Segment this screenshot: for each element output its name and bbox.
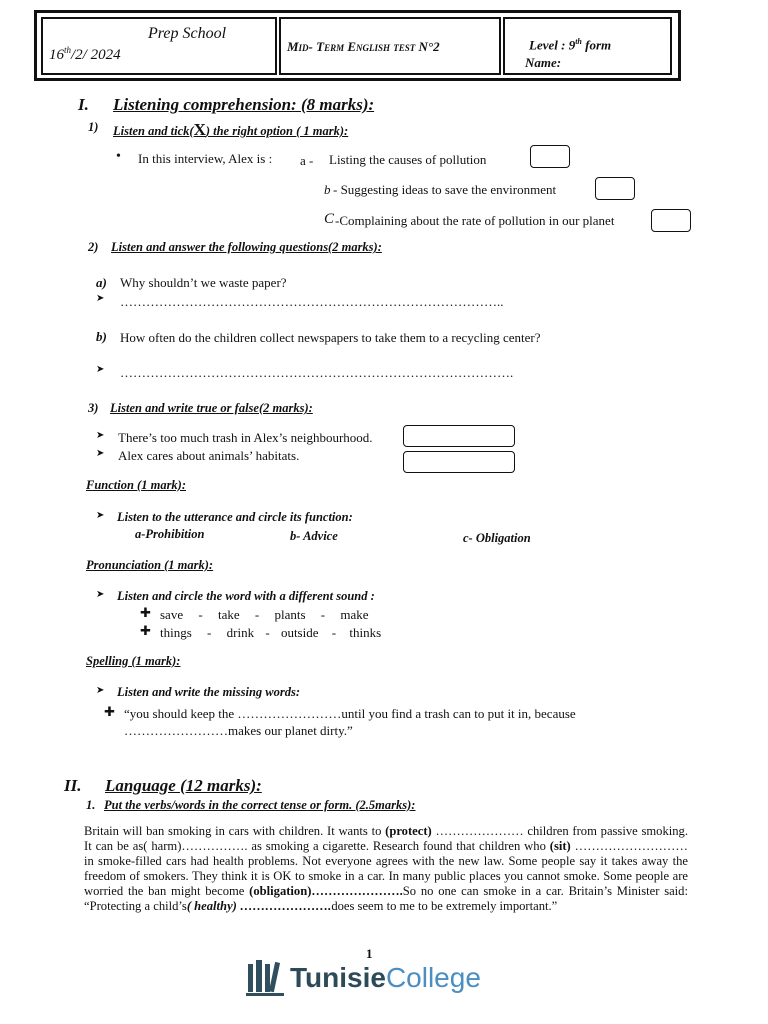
s2-q1-number: 1. [86,798,96,812]
q3-statement-2: Alex cares about animals’ habitats. [118,448,300,463]
arrow-icon: ➤ [96,510,105,521]
q1-stem: In this interview, Alex is : [138,151,273,166]
option-b-letter: b [324,182,331,197]
arrow-icon: ➤ [96,685,105,696]
q3-answer-box-2[interactable] [403,451,515,473]
page-number: 1 [366,946,373,961]
q1-title: Listen and tick(X) the right option ( 1 mark): [113,120,349,139]
pronunciation-title: Pronunciation (1 mark): [86,558,214,572]
header-table [34,10,681,81]
spelling-line-2[interactable]: ……………………makes our planet dirty.” [124,723,353,738]
option-c-checkbox[interactable] [651,209,691,232]
arrow-icon: ➤ [96,448,105,459]
school-name: Prep School [148,25,227,42]
word-take[interactable]: take [217,607,240,622]
arrow-icon: ➤ [96,589,105,600]
q2a-question: Why shouldn’t we waste paper? [120,275,287,290]
level-label: Level : 9th form [529,37,612,53]
function-option-b[interactable]: b- Advice [290,529,338,543]
section-1-number: I. [78,95,89,114]
header-level-cell [503,17,672,75]
q2-number: 2) [88,240,99,254]
arrow-icon: ➤ [96,364,105,375]
arrow-icon: ➤ [96,430,105,441]
logo-text-light: College [385,962,481,993]
option-c-letter: C [324,211,335,227]
option-b-checkbox[interactable] [595,177,635,200]
spelling-instruction: Listen and write the missing words: [117,685,301,699]
section-2-title: Language (12 marks): [105,776,262,795]
word-make[interactable]: make [340,607,369,622]
section-1-title: Listening comprehension: (8 marks): [113,95,375,114]
test-date: 16th/2/ 2024 [49,45,121,63]
q2-title: Listen and answer the following questions(2 marks): [111,240,382,254]
logo-text-bold: Tunisie [290,962,386,993]
header-school-cell [41,17,277,75]
word-outside[interactable]: outside [280,625,319,640]
test-title: Mid- Term English test N°2 [287,39,440,54]
pronunciation-instruction: Listen and circle the word with a different sound : [117,589,375,603]
q2a-label: a) [96,275,107,290]
q3-title: Listen and write true or false(2 marks): [110,401,313,415]
option-c-text: -Complaining about the rate of pollution in our planet [335,213,615,228]
q2b-question: How often do the children collect newspapers to take them to a recycling center? [120,330,541,345]
word-plants[interactable]: plants [274,607,306,622]
word-drink[interactable]: drink [226,625,255,640]
s2-q1-title: Put the verbs/words in the correct tense or form. (2.5marks): [104,798,416,812]
option-a-checkbox[interactable] [530,145,570,168]
spelling-line-1[interactable]: “you should keep the ……………………until you find a trash can to put it in, because [124,706,576,721]
q3-number: 3) [88,401,99,415]
pronunciation-row-1: save - take - plants - make [160,607,369,622]
arrow-icon: ➤ [96,293,105,304]
q1-number: 1) [88,120,99,134]
cloze-paragraph: Britain will ban smoking in cars with children. It wants to (protect) ………………… children from passive smoking. It can be as( harm)……………. as smoking a cigarette. Research found that children who (sit) ……………………… in smoke-filled cars had health problems. Not everyone agrees with the new law. Some people say it takes away the freedom of smokers. They think it is OK to smoke in a car. In many public places you cannot smoke. Some people are worried the ban might become (obligation)………………….So no one can smoke in a car. Britain’s Minister said: “Protecting a child’s( healthy) ………………….does seem to me to be extremely important.” [84,824,688,913]
bullet-icon: • [116,149,121,164]
function-option-a[interactable]: a-Prohibition [135,527,205,541]
q3-statement-1: There’s too much trash in Alex’s neighbourhood. [118,430,373,445]
word-things[interactable]: things [160,625,192,640]
option-b-text: - Suggesting ideas to save the environment [333,182,557,197]
hand-pointer-icon: ✚ [140,623,151,638]
q2a-answer-line[interactable]: …………………………………………………………………………….. [120,294,504,309]
q3-answer-box-1[interactable] [403,425,515,447]
word-save[interactable]: save [160,607,184,622]
tick-mark-icon: X [193,120,206,139]
name-label: Name: [525,55,562,70]
function-title: Function (1 mark): [86,478,187,492]
hand-pointer-icon: ✚ [104,704,115,719]
option-a-text: Listing the causes of pollution [329,152,487,167]
word-thinks[interactable]: thinks [349,625,382,640]
hand-pointer-icon: ✚ [140,605,151,620]
pronunciation-row-2: things - drink - outside - thinks [160,625,382,640]
option-a-letter: a - [300,153,314,168]
function-instruction: Listen to the utterance and circle its function: [117,510,353,524]
function-option-c[interactable]: c- Obligation [463,531,531,545]
book-logo-icon [246,960,286,998]
q2b-label: b) [96,329,107,344]
section-2-number: II. [64,776,82,795]
header-title-cell [279,17,501,75]
q2b-answer-line[interactable]: ………………………………………………………………………………. [120,365,514,380]
spelling-title: Spelling (1 mark): [86,654,181,668]
